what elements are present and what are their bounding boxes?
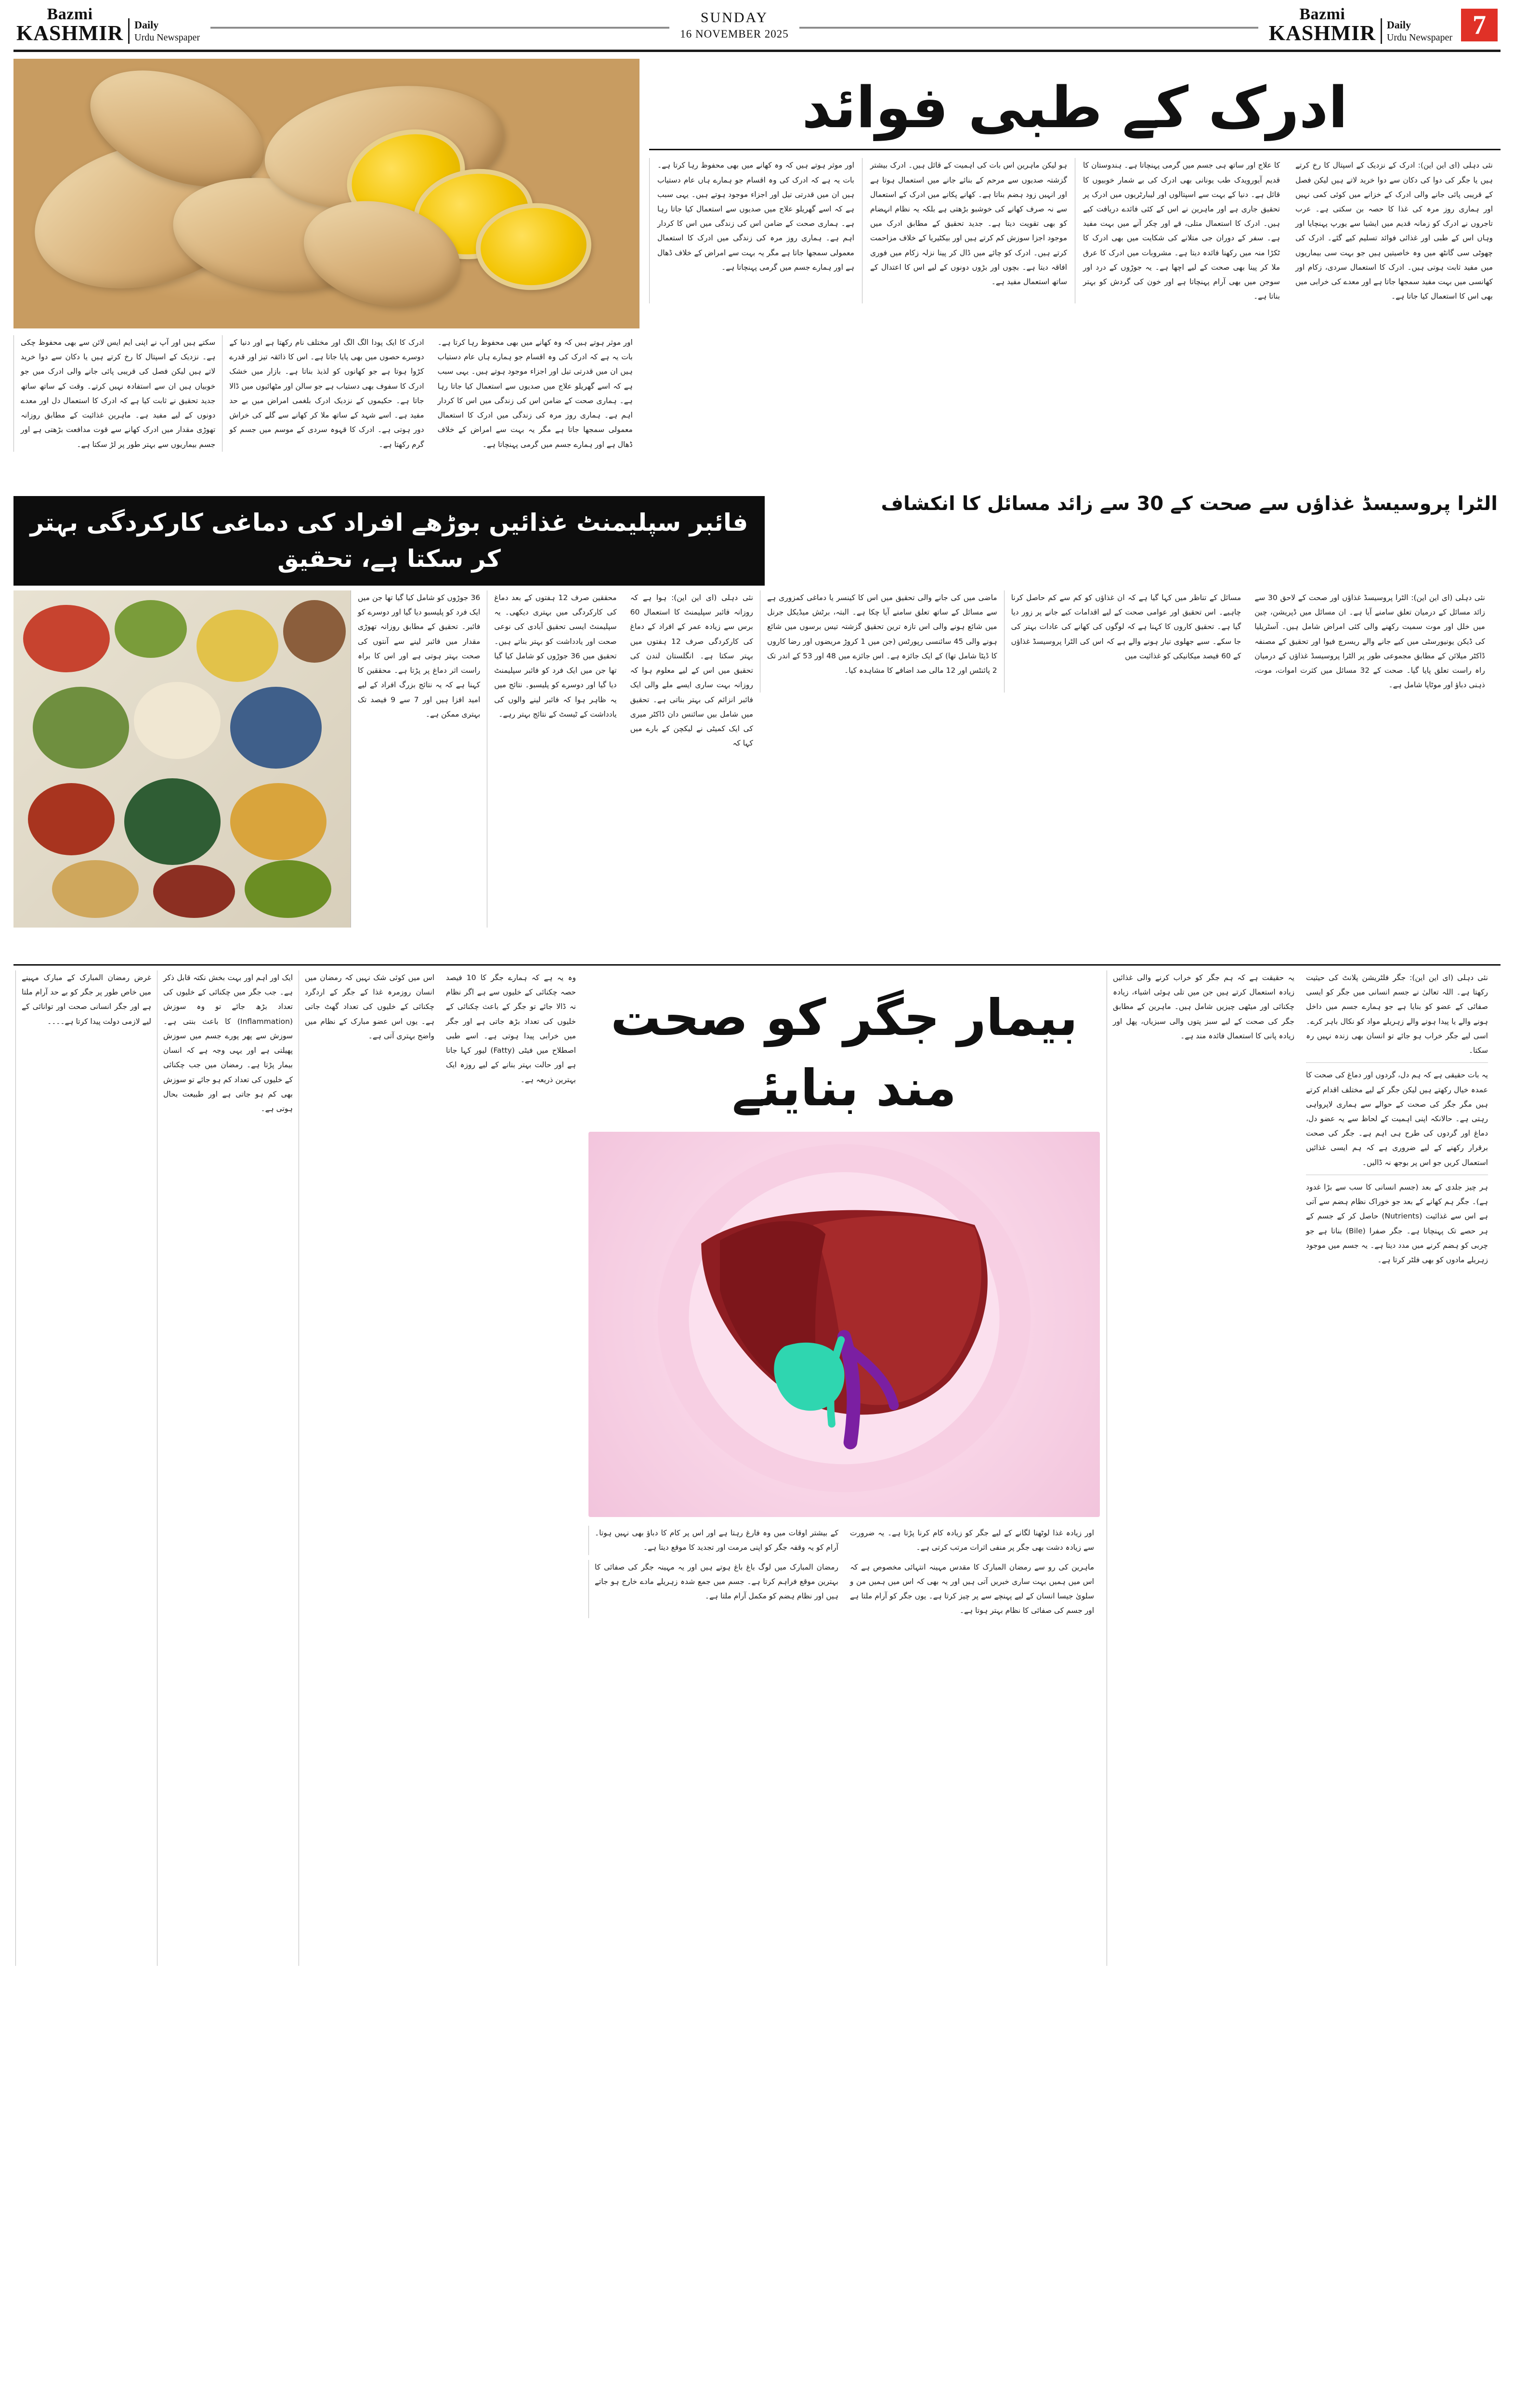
fiber-col-2: محققین صرف 12 ہفتوں کے بعد دماغ کی کارکردگی میں بہتری دیکھی۔ یہ سپلیمنٹ ایسی تحقیق آبادی کی نوعی صحت اور یادداشت کو بہتر بناتے ہیں۔ تحقیق میں 36 جوڑوں کو شامل کیا گیا تھا جن میں ایک فرد کو فائبر سپلیمنٹ دیا گیا اور دوسرے کو پلیسبو۔ نتائج میں یہ ظاہر ہوا کہ فائبر لینے والوں کی یادداشت کے ٹیسٹ کے نتائج بہتر رہے۔ — [487, 590, 623, 928]
brand-bottom-left: KASHMIR — [16, 21, 124, 45]
brand-sub-daily-left: Daily — [134, 19, 159, 31]
masthead-logo-left — [16, 6, 200, 44]
ginger-col-5: سکتے ہیں اور آپ نے اپنی ایم ایس لائن سے بھی محفوظ چکی ہے۔ نزدیک کے اسپتال کا رخ کرتے ہیں یا دکان سے دوا خرید لاتے ہیں لیکن فصل کی قریبی پائی جانے والی ادرک میں جو خوبیاں ہیں ان سے استفادہ نہیں کرتے۔ وقت کے ساتھ ساتھ جدید تحقیق نے ثابت کیا ہے کہ ادرک کا استعمال دل اور معدے دونوں کے لیے مفید ہے۔ ماہرین غذائیت کے مطابق روزانہ تھوڑی مقدار میں ادرک کھانے سے قوت مدافعت بڑھتی ہے اور جسم بیماریوں سے بہتر طور پر لڑ سکتا ہے۔ — [13, 335, 222, 452]
upf-right-block — [760, 590, 1501, 956]
masthead-date: 16 NOVEMBER 2025 — [680, 28, 789, 40]
brand-bottom-right: KASHMIR — [1268, 21, 1376, 45]
liver-right-col-1-p2: یہ بات حقیقی ہے کہ ہم دل، گردوں اور دماغ کی صحت کا عمدہ خیال رکھتے ہیں لیکن جگر کے لیے مختلف اقدام کرتے ہیں مگر جگر کی صحت کے حوالے سے ہماری لاپرواہی رہتی ہے۔ حالانکہ اپنی اہمیت کے لحاظ سے یہ عضو دل، دماغ اور گردوں کی طرح ہی اہم ہے۔ جگر کی صحت برقرار رکھنے کے لیے ضروری ہے کہ ہم ایسی غذائیں استعمال کریں جو اس پر بوجھ نہ ڈالیں۔ — [1306, 1071, 1488, 1167]
liver-right-col-1-p1: نئی دہلی (ای این این): جگر فلٹریشن پلانٹ کی حیثیت رکھتا ہے۔ اللہ تعالیٰ نے جسم انسانی میں جگر کو ایسی صفائی کے عضو کو بنایا ہے جو ہمارے جسم میں داخل ہونے والے یا پیدا ہونے والے زہریلے مواد کو نکال باہر کرے۔ اسی لیے جگر خراب ہو جائے تو انسان بھی زندہ نہیں رہ سکتا۔ — [1306, 973, 1488, 1055]
ginger-col-3: ہو لیکن ماہرین اس بات کی اہمیت کے قائل ہیں۔ ادرک بیشتر گزشتہ صدیوں سے مرحم کے بنائے جانے میں استعمال ہوتا ہے اور انہیں زود ہضم بناتا ہے۔ کھانے پکانے میں ادرک کے استعمال سے نہ صرف کھانے کی خوشبو بڑھتی ہے بلکہ یہ نظام انہضام کو بھی تقویت دیتا ہے۔ جدید تحقیق کے مطابق ادرک میں موجود اجزا سوزش کم کرتے ہیں اور بیکٹیریا کے خلاف مزاحمت کرتے ہیں۔ ادرک کو چائے میں ڈال کر پینا نزلہ زکام میں فوری افاقہ دیتا ہے۔ بچوں اور بڑوں دونوں کے لیے اس کا اعتدال کے ساتھ استعمال مفید ہے۔ — [862, 158, 1075, 303]
brand-top-left: Bazmi — [47, 5, 93, 23]
brand-sub-urdu-right: Urdu Newspaper — [1386, 32, 1452, 43]
liver-left-col-4: غرض رمضان المبارک کے مبارک مہینے میں خاص طور پر جگر کو بے حد آرام ملتا ہے اور جگر انسانی صحت اور توانائی کے لیے لازمی دولت پیدا کرتا ہے۔۔۔۔ — [15, 970, 157, 1966]
upf-col-1: نئی دہلی (ای این این): الٹرا پروسیسڈ غذاؤں اور صحت کے لاحق 30 سے زائد مسائل کے درمیان تعلق سامنے آیا ہے۔ ان مسائل میں ڈپریشن، چین میں خلل اور موت سمیت رکھنے والی کئی امراض شامل ہیں۔ آسٹریلیا کی ڈیکن یونیورسٹی میں کیے جانے والے ریسرچ فیوا اور تحقیق کے مصنفہ ڈاکٹر میلائن کے مطابق مجموعی طور پر الٹرا پروسیسڈ غذاؤں کے درمیان راہ راست تعلق پایا گیا۔ صحت کے 32 مسائل میں کثرت اموات، موت، ذہنی دباؤ اور موٹاپا شامل ہے۔ — [1254, 593, 1485, 690]
liver-right-block — [1107, 970, 1501, 1966]
liver-mid-col-2: کے بیشتر اوقات میں وہ فارغ رہتا ہے اور اس پر کام کا دباؤ بھی نہیں ہوتا۔ آرام کو یہ وقفہ جگر کو اپنی مرمت اور تجدید کا موقع دیتا ہے۔ — [588, 1526, 844, 1555]
ginger-columns — [649, 158, 1501, 303]
masthead-rule-left — [210, 27, 669, 28]
ginger-right-block — [640, 59, 1501, 483]
healthy-food-photo — [13, 590, 351, 928]
brand-left — [16, 6, 123, 44]
liver-right-col-1 — [1300, 970, 1494, 1966]
liver-illustration — [588, 1132, 1100, 1517]
liver-right-columns — [1107, 970, 1494, 1966]
fiber-banner-headline: فائبر سپلیمنٹ غذائیں بوڑھے افراد کی دماغی کارکردگی بہتر کر سکتا ہے، تحقیق — [13, 496, 765, 586]
liver-mid-columns-2 — [588, 1560, 1100, 1618]
fiber-col-1: نئی دہلی (ای این این): ہوا ہے کہ روزانہ فائبر سپلیمنٹ کا استعمال 60 برس سے زیادہ عمر کے افراد کے دماغ کی کارکردگی صرف 12 ہفتوں میں بہتر سکتا ہے۔ انگلستان لندن کی تحقیق میں اس کے لیے معلوم ہوا کہ روزانہ بہت ساری ایسے ملے والی ایک فائبر انزائم کی بہتر بناتی ہے۔ تحقیق میں شامل بیں سائنس دان ڈاکٹر میری کی ایک کمیٹی نے لیکچن کے بارے میں کہا کہ — [630, 593, 753, 748]
liver-right-col-2 — [1107, 970, 1300, 1966]
article-fiber-header-row — [13, 487, 1501, 586]
upf-col-3: ماضی میں کی جانے والی تحقیق میں اس کا کینسر یا دماغی کمزوری ہے سے مسائل کے ساتھ تعلق سامنے آیا چکا ہے۔ البتہ، برٹش میڈیکل جرنل میں شائع ہونے والی اس تازہ ترین تحقیق گزشتہ تیس برسوں میں شائع ہونے والی 45 سائنسی رپورٹس (جن میں 1 کروڑ مریضوں اور رضا کاروں کا ڈیٹا شامل تھا) کے ایک جائزہ ہے۔ اس جائزے میں 48 اور 53 کے اندر تک 2 پائنٹس اور 12 مالی صد اضافے کا مشاہدہ کیا۔ — [760, 590, 1004, 693]
liver-left-columns — [15, 970, 582, 1966]
liver-mid-col-3: ماہرین کی رو سے رمضان المبارک کا مقدس مہینہ انتہائی مخصوص ہے کہ اس میں ہمیں بہت ساری خبریں آتی ہیں اور یہ بھی کہ اس میں ہمیں من و سلویٰ جیسا انسان کے لیے پہنچے سے پر چیز کرتا ہے۔ یوں جگر کو آرام ملتا ہے اور جسم کی صفائی کا نظام بہتر ہوتا ہے۔ — [850, 1562, 1094, 1615]
liver-right-col-2-text: یہ حقیقت ہے کہ ہم جگر کو خراب کرنے والی غذائیں زیادہ استعمال کرتے ہیں جن میں تلی ہوئی اشیاء، زیادہ چکنائی اور میٹھی چیزیں شامل ہیں۔ ماہرین کے مطابق جگر کی صحت کے لیے سبز پتوں والی سبزیاں، پھل اور زیادہ پانی کا استعمال فائدہ مند ہے۔ — [1113, 973, 1294, 1040]
article-fiber-and-upf — [13, 590, 1501, 956]
masthead — [13, 0, 1501, 52]
liver-left-col-3: ایک اور اہم اور بہت بخش نکتہ قابل ذکر ہے۔ جب جگر میں چکنائی کے خلیوں کی تعداد بڑھ جائے تو وہ سوزش (Inflammation) کا باعث بنتی ہے۔ سوزش سے پھر پورے جسم میں سوزش پھیلتی ہے اور یہی وجہ ہے کہ انسان بیمار پڑتا ہے۔ رمضان میں جب چکنائی کے خلیوں کی تعداد کم ہو جائے تو سوزش بھی کم ہو جاتی ہے اور طبیعت بحال ہوتی ہے۔ — [157, 970, 299, 1966]
liver-diagram-icon — [588, 1132, 1100, 1517]
upf-col-2: مسائل کے تناظر میں کہا گیا ہے کہ ان غذاؤں کو کم سے کم حاصل کرنا چاہیے۔ اس تحقیق اور عوامی صحت کے لیے اقدامات کیے جانے پر زور دیا گیا ہے۔ تحقیق کاروں کا کہنا ہے کہ لوگوں کی کھانے کی عادات بہتر کی جا سکے۔ سبے جھلوی تیار ہونے والے ہے کہ اس کی الٹرا پروسیسڈ غذاؤں کے 60 فیصد میکانیکی کو غذائیت میں — [1004, 590, 1248, 693]
liver-left-col-2: اس میں کوئی شک نہیں کہ رمضان میں انسان روزمرہ غذا کے جگر کے اردگرد چکنائی کے خلیوں کی تعداد گھٹ جاتی ہے۔ یوں اس عضو مبارک کے نظام میں واضح بہتری آتی ہے۔ — [299, 970, 440, 1966]
ginger-photo — [13, 59, 640, 328]
liver-right-col-1-p3: ہر چیز جلدی کے بعد (جسم انسانی کا سب سے بڑا غدود ہے)۔ جگر ہم کھانے کے بعد جو خوراک نظام ہضم سے آتی ہے اس سے غذائیت (Nutrients) حاصل کر کے جسم کے ہر حصے تک پہنچاتا ہے۔ جگر صفرا (Bile) بناتا ہے جو چربی کو ہضم کرنے میں مدد دیتا ہے۔ یہ جسم میں موجود زہریلے مادوں کو بھی فلٹر کرتا ہے۔ — [1306, 1182, 1488, 1264]
brand-sub-left — [128, 18, 200, 44]
brand-sub-right — [1381, 18, 1452, 44]
ginger-col-2: کا علاج اور ساتھ ہی جسم میں گرمی پہنچاتا ہے۔ ہندوستان کا قدیم آیورویدک طب یونانی بھی ادرک کی بے شمار خوبیوں کا قائل ہے۔ دنیا کے بہت سے اسپتالوں اور لیبارٹریوں میں ادرک پر تحقیق جاری ہے اور ماہرین نے اس کے کئی فائدے دریافت کیے ہیں۔ ادرک کا استعمال متلی، قے اور چکر آنے میں بہت مفید ہے۔ سفر کے دوران جی متلانے کی شکایت میں بھی ادرک کا ٹکڑا منہ میں رکھنا فائدہ دیتا ہے۔ مشروبات میں ادرک کا عرق ملا کر پینا بھی صحت کے لیے اچھا ہے۔ یہ جوڑوں کے درد اور سوجن میں بھی آرام پہنچاتا ہے اور خون کی گردش کو بہتر بناتا ہے۔ — [1075, 158, 1288, 303]
ginger-headline: ادرک کے طبی فوائد — [649, 59, 1501, 150]
ginger-left-block — [13, 59, 640, 483]
liver-mid-columns — [588, 1526, 1100, 1555]
liver-mid-col-4: رمضان المبارک میں لوگ باغ باغ ہوتے ہیں اور یہ مہینہ جگر کی صفائی کا بہترین موقع فراہم کرتا ہے۔ جسم میں جمع شدہ زہریلے مادے خارج ہو جاتے ہیں اور نظام ہضم کو مکمل آرام ملتا ہے۔ — [588, 1560, 844, 1618]
masthead-day: SUNDAY — [700, 10, 769, 26]
liver-left-col-1: وہ یہ ہے کہ ہمارے جگر کا 10 فیصد حصہ چکنائی کے خلیوں سے ہے اگر نظام نہ ڈالا جائے تو جگر کے باعث چکنائی کے خلیوں کی تعداد بڑھ جاتی ہے اور جگر میں خرابی پیدا ہوتی ہے۔ اسے طبی اصطلاح میں فیٹی (Fatty) لیور کہا جاتا ہے اور حالت بہتر بنانے کے لیے روزہ ایک بہترین ذریعہ ہے۔ — [446, 973, 576, 1084]
brand-sub-urdu-left: Urdu Newspaper — [134, 32, 200, 43]
liver-mid-col-1: اور زیادہ غذا لوٹھنا لگانے کے لیے جگر کو زیادہ کام کرنا پڑتا ہے۔ یہ ضرورت سے زیادہ دشت بھی جگر پر منفی اثرات مرتب کرتی ہے۔ — [850, 1529, 1094, 1552]
upf-columns — [760, 590, 1492, 693]
ginger-col-4: اور موثر ہوتے ہیں کہ وہ کھانے میں بھی محفوظ رہا کرتا ہے۔ بات یہ ہے کہ ادرک کی وہ اقسام جو ہمارے ہاں عام دستیاب ہیں ان میں قدرتی تیل اور اجزاء موجود ہوتے ہیں۔ یہی سبب ہے کہ اسے گھریلو علاج میں صدیوں سے استعمال کیا جاتا رہا ہے۔ ہماری صحت کے ضامن اس کی زندگی میں اس کا کردار اہم ہے۔ ہماری روز مرہ کی زندگی میں ادرک کا استعمال معمولی سمجھا جاتا ہے مگر یہ بہت سے امراض کے خلاف ڈھال ہے اور ہمارے جسم میں گرمی پہنچاتا ہے۔ — [649, 158, 862, 303]
fiber-photo-and-text — [13, 590, 760, 928]
article-ginger — [13, 59, 1501, 483]
masthead-dateblock — [680, 8, 789, 41]
page-number-badge: 7 — [1461, 9, 1498, 41]
brand-sub-daily-right: Daily — [1386, 19, 1411, 31]
masthead-logo-right — [1269, 6, 1452, 44]
liver-mid-block — [582, 970, 1107, 1966]
fiber-columns — [351, 590, 760, 928]
brand-right — [1269, 6, 1376, 44]
fiber-col-3: 36 جوڑوں کو شامل کیا گیا تھا جن میں ایک فرد کو پلیسبو دیا گیا اور دوسرے کو فائبر۔ تحقیق کے مطابق روزانہ تھوڑی مقدار میں فائبر لینے سے آنتوں کی صحت بہتر ہوتی ہے اور اس کا براہ راست اثر دماغ پر پڑتا ہے۔ محققین کا کہنا ہے کہ یہ نتائج بزرگ افراد کے لیے امید افزا ہیں اور 7 سے 9 فیصد تک بہتری ممکن ہے۔ — [351, 590, 487, 928]
brand-top-right: Bazmi — [1299, 5, 1345, 23]
upf-heading-wrap — [773, 487, 1501, 525]
ginger-col-4b: اور موثر ہوتے ہیں کہ وہ کھانے میں بھی محفوظ رہا کرتا ہے۔ بات یہ ہے کہ ادرک کی وہ اقسام جو ہمارے ہاں عام دستیاب ہیں ان میں قدرتی تیل اور اجزاء موجود ہوتے ہیں۔ یہی سبب ہے کہ اسے گھریلو علاج میں صدیوں سے استعمال کیا جاتا رہا ہے۔ ہماری صحت کے ضامن اس کی زندگی میں اس کا کردار اہم ہے۔ ہماری روز مرہ کی زندگی میں ادرک کا استعمال معمولی سمجھا جاتا ہے مگر یہ بہت سے امراض کے خلاف ڈھال ہے اور ہمارے جسم میں گرمی پہنچاتا ہے۔ — [437, 338, 633, 449]
ginger-col-1: نئی دہلی (ای این این): ادرک کے نزدیک کے اسپتال کا رخ کرتے ہیں یا جگر کی دوا کی دکان سے دوا خرید لاتے ہیں لیکن فصل کے قریبی پائی جانے والی ادرک کے خزانے میں کوئی کمی نہیں اور ہماری روز مرہ کی غذا کا حصہ بن سکتی ہے۔ عرب تاجروں نے ادرک کو زمانہ قدیم میں ایشیا سے یورپ پہنچایا اور وہاں اس کے طبی اور غذائی فوائد تسلیم کیے گئے۔ ادرک کی چھوٹی سی گانٹھ میں وہ خاصیتیں ہیں جو بہت سی بیماریوں میں مفید ثابت ہوتی ہیں۔ ادرک کا استعمال سردی، زکام اور کھانسی میں بہت مفید سمجھا جاتا ہے اور معدے کی خرابی میں بھی اس کا استعمال کیا جاتا ہے۔ — [1295, 161, 1493, 301]
upf-headline: الٹرا پروسیسڈ غذاؤں سے صحت کے 30 سے زائد مسائل کا انکشاف — [881, 493, 1498, 515]
ginger-lower-columns — [13, 335, 640, 452]
liver-headline: بیمار جگر کو صحت مند بنایئے — [610, 988, 1078, 1117]
article-liver — [13, 964, 1501, 1966]
masthead-rule-right — [799, 27, 1258, 28]
divider — [1306, 1062, 1488, 1063]
liver-left-block — [13, 970, 582, 1966]
fiber-left-block — [13, 590, 760, 956]
ginger-col-6: ادرک کا ایک پودا الگ الگ اور مختلف نام رکھتا ہے اور دنیا کے دوسرے حصوں میں بھی پایا جاتا ہے۔ اس کا ذائقہ تیز اور قدرے کڑوا ہوتا ہے جو کھانوں کو لذیذ بناتا ہے۔ بازار میں خشک ادرک کا سفوف بھی دستیاب ہے جو سالن اور مٹھائیوں میں ڈالا جاتا ہے۔ حکیموں کے نزدیک ادرک بلغمی امراض میں بے حد مفید ہے۔ اسے شہد کے ساتھ ملا کر کھانے سے گلے کی خراش دور ہوتی ہے۔ ادرک کا قہوہ سردی کے موسم میں جسم کو گرم رکھتا ہے۔ — [222, 335, 431, 452]
